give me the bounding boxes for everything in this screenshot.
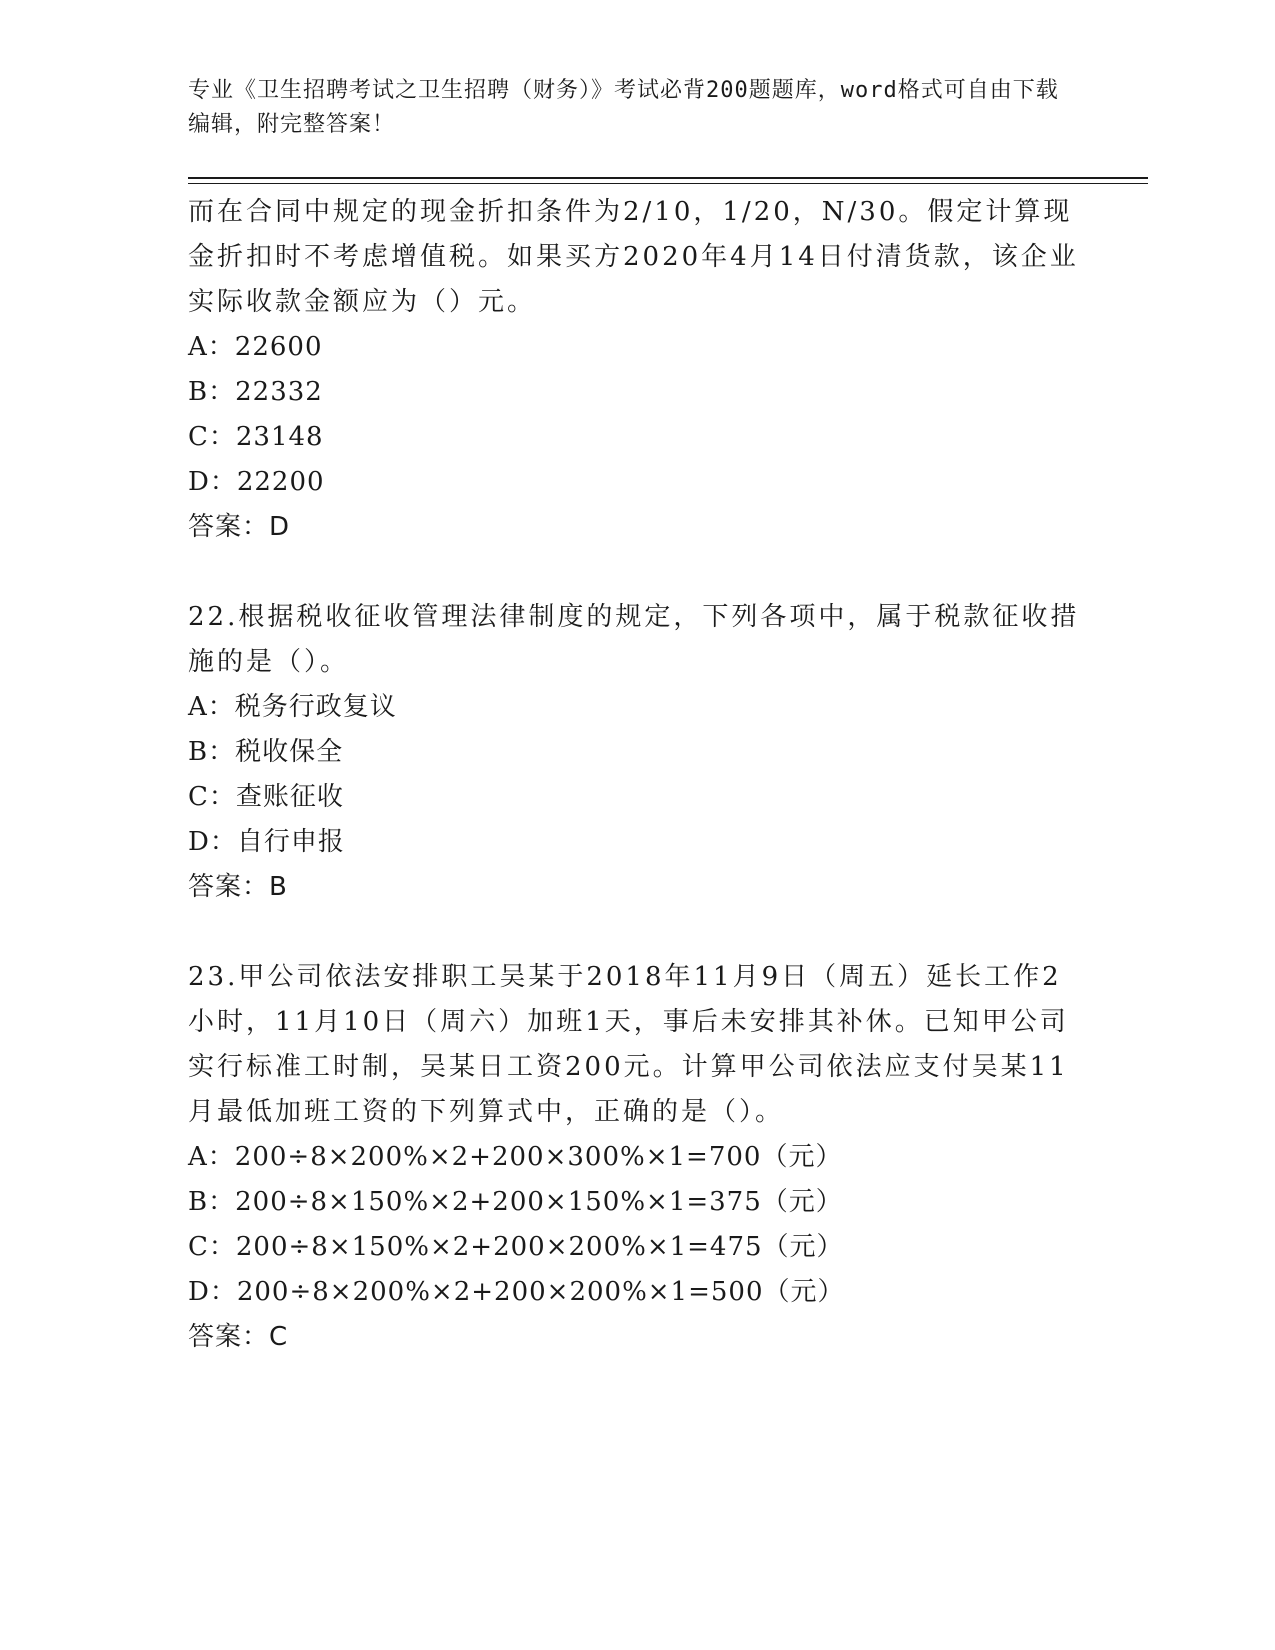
option-b: B：22332 (188, 377, 323, 407)
option-c: C：200÷8×150%×2+200×200%×1=475（元） (188, 1232, 844, 1262)
question-block (188, 955, 1088, 1360)
question-block (188, 190, 1088, 550)
question-text: 22.根据税收征收管理法律制度的规定，下列各项中，属于税款征收措施的是（）。 (188, 602, 1080, 677)
option-a: A：200÷8×200%×2+200×300%×1=700（元） (188, 1142, 843, 1172)
answer-line: 答案：D (188, 512, 291, 542)
option-b: B：200÷8×150%×2+200×150%×1=375（元） (188, 1187, 843, 1217)
option-c: C：查账征收 (188, 782, 344, 812)
document-header: 专业《卫生招聘考试之卫生招聘（财务）》考试必背200题题库，word格式可自由下载编辑，附完整答案！ (188, 78, 1059, 137)
option-a: A：22600 (188, 332, 323, 362)
option-a: A：税务行政复议 (188, 692, 397, 722)
answer-line: 答案：B (188, 872, 288, 902)
question-block (188, 595, 1088, 910)
option-d: D：200÷8×200%×2+200×200%×1=500（元） (188, 1277, 845, 1307)
header-divider-thick (188, 177, 1148, 179)
option-d: D：22200 (188, 467, 325, 497)
option-b: B：税收保全 (188, 737, 344, 767)
header-divider-thin (188, 183, 1148, 184)
question-text: 而在合同中规定的现金折扣条件为2/10，1/20，N/30。假定计算现金折扣时不考虑增值税。如果买方2020年4月14日付清货款，该企业实际收款金额应为（）元。 (188, 197, 1079, 317)
answer-line: 答案：C (188, 1322, 289, 1352)
option-d: D：自行申报 (188, 827, 345, 857)
question-list (188, 190, 1088, 1360)
option-c: C：23148 (188, 422, 324, 452)
question-text: 23.甲公司依法安排职工吴某于2018年11月9日（周五）延长工作2小时，11月10日（周六）加班1天，事后未安排其补休。已知甲公司实行标准工时制，吴某日工资200元。计算甲公司依法应支付吴某11月最低加班工资的下列算式中，正确的是（）。 (188, 962, 1069, 1127)
